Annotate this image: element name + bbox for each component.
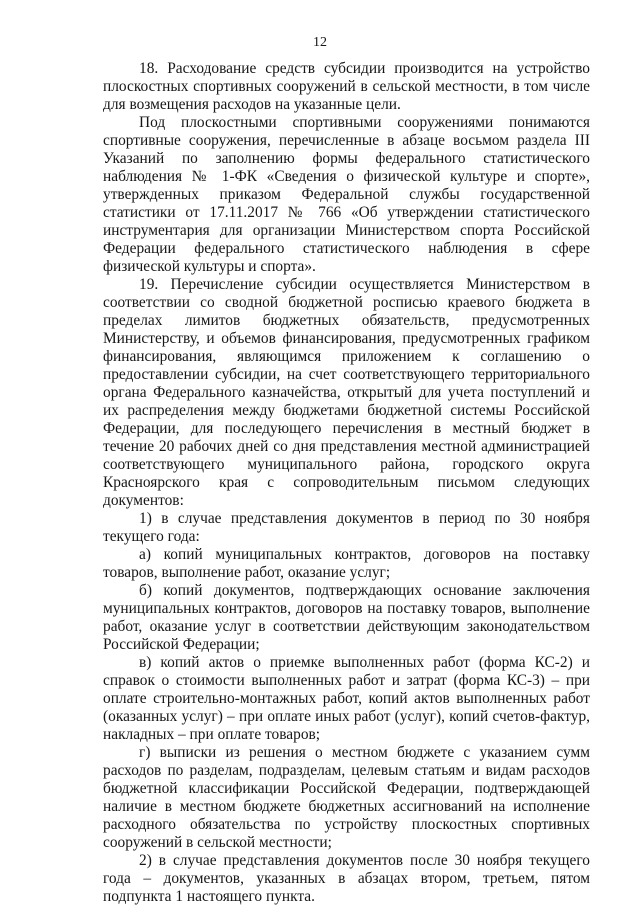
paragraph-item-18: 18. Расходование средств субсидии производится на устройство плоскостных спортивных сооружений в сельской местности, в том числе для возмещения расходов на указанные цели.	[103, 60, 590, 113]
paragraph-item-19: 19. Перечисление субсидии осуществляется Министерством в соответствии со сводной бюджетной росписью краевого бюджета в пределах лимитов бюджетных обязательств, предусмотренных Министерству, и объемов финансирования, предусмотренных графиком финансирования, являющимся приложением к соглашению о предоставлении субсидии, на счет соответствующего территориального органа Федерального казначейства, открытый для учета поступлений и их распределения между бюджетами бюджетной системы Российской Федерации, для последующего перечисления в местный бюджет в течение 20 рабочих дней со дня представления местной администрацией соответствующего муниципального района, городского округа Красноярского края с сопроводительным письмом следующих документов:	[103, 276, 590, 509]
paragraph-subitem-v: в) копий актов о приемке выполненных работ (форма КС-2) и справок о стоимости выполненных работ и затрат (форма КС-3) – при оплате строительно-монтажных работ, копий актов выполненных работ (оказанных услуг) – при оплате иных работ (услуг), копий счетов-фактур, накладных – при оплате товаров;	[103, 654, 590, 743]
paragraph-sports-facilities-definition: Под плоскостными спортивными сооружениями понимаются спортивные сооружения, перечисленные в абзаце восьмом раздела III Указаний по заполнению формы федерального статистического наблюдения № 1-ФК «Сведения о физической культуре и спорте», утвержденных приказом Федеральной службы государственной статистики от 17.11.2017 № 766 «Об утверждении статистического инструментария для организации Министерством спорта Российской Федерации федерального статистического наблюдения в сфере физической культуры и спорта».	[103, 114, 590, 275]
paragraph-subitem-a: а) копий муниципальных контрактов, договоров на поставку товаров, выполнение работ, оказание услуг;	[103, 546, 590, 581]
page-number: 12	[313, 35, 327, 50]
paragraph-subitem-g: г) выписки из решения о местном бюджете с указанием сумм расходов по разделам, подразделам, целевым статьям и видам расходов бюджетной классификации Российской Федерации, подтверждающей наличие в местном бюджете бюджетных ассигнований на исполнение расходного обязательства по устройству плоскостных спортивных сооружений в сельской местности;	[103, 744, 590, 851]
paragraph-subitem-1: 1) в случае представления документов в период по 30 ноября текущего года:	[103, 510, 590, 545]
paragraph-subitem-b: б) копий документов, подтверждающих основание заключения муниципальных контрактов, договоров на поставку товаров, выполнение работ, оказание услуг в соответствии действующим законодательством Российской Федерации;	[103, 582, 590, 653]
document-body	[103, 60, 590, 906]
paragraph-subitem-2: 2) в случае представления документов после 30 ноября текущего года – документов, указанных в абзацах втором, третьем, пятом подпункта 1 настоящего пункта.	[103, 852, 590, 905]
